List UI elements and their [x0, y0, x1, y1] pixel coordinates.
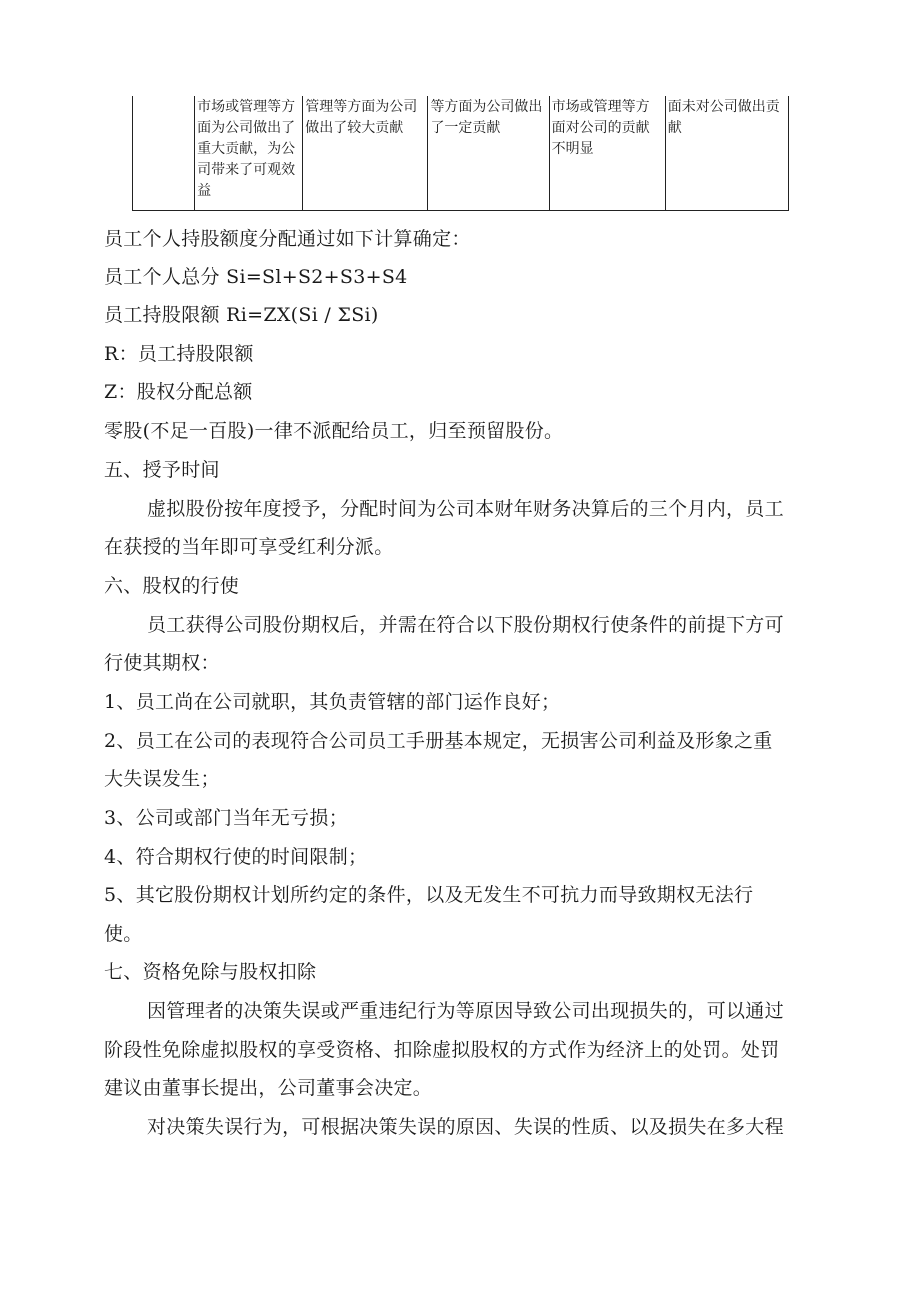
paragraph-line: 因管理者的决策失误或严重违纪行为等原因导致公司出现损失的，可以通过: [147, 1000, 784, 1022]
section-5-title: 五、授予时间: [104, 459, 220, 481]
paragraph-line: 对决策失误行为，可根据决策失误的原因、失误的性质、以及损失在多大程: [147, 1116, 784, 1138]
definition-r: R：员工持股限额: [104, 343, 254, 365]
odd-shares-note: 零股(不足一百股)一律不派配给员工，归至预留股份。: [104, 420, 564, 442]
formula-text: 员工持股限额 Ri=ZX(Si / ΣSi): [104, 304, 379, 326]
condition-3: 3、公司或部门当年无亏损；: [104, 807, 348, 829]
condition-5: 5、其它股份期权计划所约定的条件，以及无发生不可抗力而导致期权无法行: [104, 884, 754, 906]
paragraph-line: 阶段性免除虚拟股权的享受资格、扣除虚拟股权的方式作为经济上的处罚。处罚: [104, 1039, 780, 1061]
paragraph-line: 建议由董事长提出，公司董事会决定。: [104, 1077, 433, 1099]
table-cell: 市场或管理等方面对公司的贡献不明显: [549, 96, 665, 211]
paragraph-line: 虚拟股份按年度授予，分配时间为公司本财年财务决算后的三个月内，员工: [147, 498, 784, 520]
condition-1: 1、员工尚在公司就职，其负责管辖的部门运作良好；: [104, 691, 561, 713]
table-cell: 面未对公司做出贡献: [665, 96, 788, 211]
calc-intro: 员工个人持股额度分配通过如下计算确定：: [104, 228, 471, 250]
formula-total-score: [104, 265, 408, 289]
table-row: [133, 96, 789, 211]
section-6-title: 六、股权的行使: [104, 575, 240, 597]
paragraph-line: 在获授的当年即可享受红利分派。: [104, 536, 394, 558]
condition-2: 2、员工在公司的表现符合公司员工手册基本规定，无损害公司利益及形象之重: [104, 730, 773, 752]
section-7-title: 七、资格免除与股权扣除: [104, 961, 317, 983]
paragraph-line: 员工获得公司股份期权后，并需在符合以下股份期权行使条件的前提下方可: [147, 614, 784, 636]
table-cell: [133, 96, 195, 211]
condition-4: 4、符合期权行使的时间限制；: [104, 846, 368, 868]
contribution-table: [132, 96, 789, 211]
table-cell: 等方面为公司做出了一定贡献: [428, 96, 549, 211]
formula-share-limit: [104, 303, 379, 327]
condition-5-cont: 使。: [104, 923, 143, 945]
definition-z: Z：股权分配总额: [104, 381, 253, 403]
table-cell: 管理等方面为公司做出了较大贡献: [303, 96, 428, 211]
paragraph-line: 行使其期权：: [104, 652, 220, 674]
condition-2-cont: 大失误发生；: [104, 768, 220, 790]
formula-text: 员工个人总分 Si=Sl+S2+S3+S4: [104, 266, 408, 288]
table-cell: 市场或管理等方面为公司做出了重大贡献，为公司带来了可观效益: [195, 96, 303, 211]
